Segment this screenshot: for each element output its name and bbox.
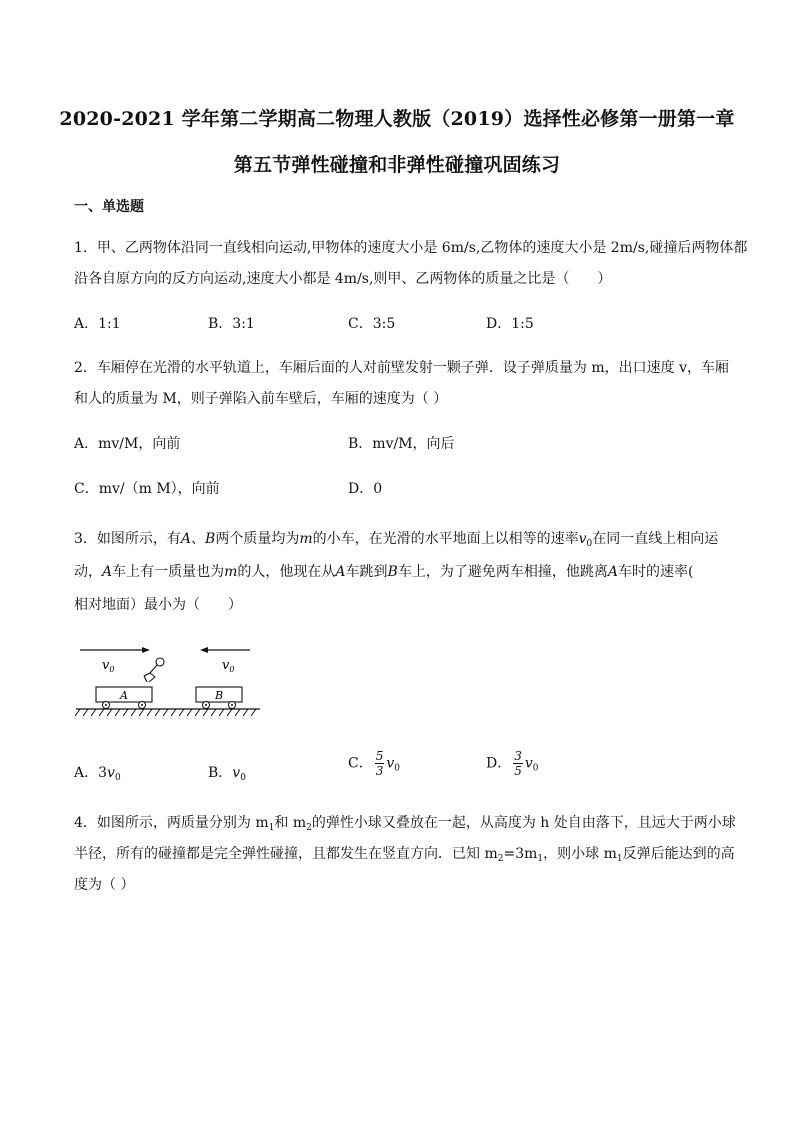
question-3-line-2: 动，A车上有一质量也为m的人，他现在从A车跳到B车上，为了避免两车相撞，他跳离A车时的速率( [74,564,694,580]
cart-a [96,687,152,709]
person-icon [144,658,164,682]
arrow-left-icon [200,647,250,653]
q1-option-c: C．3:5 [348,316,396,332]
v0-left-label: $v_0$ [102,658,115,674]
q3-option-a: A．$3v_0$ [74,765,121,783]
section-heading: 一、单选题 [74,199,144,215]
question-3-line-1: 3．如图所示，有A、B两个质量均为m的小车，在光滑的水平地面上以相等的速率$v_0$在同一直线上相向运 [74,531,719,549]
svg-text:B: B [215,689,224,702]
two-carts-diagram [70,642,270,722]
question-3-line-3: 相对地面）最小为（ ） [74,597,242,613]
question-2-line-1: 2．车厢停在光滑的水平轨道上，车厢后面的人对前壁发射一颗子弹．设子弹质量为 m，出口速度 v，车厢 [74,360,729,376]
ground-hatching [75,709,260,716]
v0-right-label: $v_0$ [222,658,235,674]
question-4-line-3: 度为（ ） [74,877,135,893]
question-4-line-1: 4．如图所示，两质量分别为 $m_1$和 $m_2$的弹性小球又叠放在一起，从高度为 h 处自由落下，且远大于两小球 [74,815,736,833]
q3-option-c: C． $\frac{5}{3}$ $v_0$ [348,749,401,778]
q1-option-b: B．3:1 [208,316,255,332]
q1-option-a: A．1:1 [74,316,121,332]
arrow-right-icon [80,647,150,653]
question-4-line-2: 半径，所有的碰撞都是完全弹性碰撞，且都发生在竖直方向．已知 $m_2=3m_1$，则小球 $m_1$反弹后能达到的高 [74,846,735,864]
q3-option-b: B．$v_0$ [208,765,246,783]
document-title-line-2: 第五节弹性碰撞和非弹性碰撞巩固练习 [233,154,561,176]
question-1-line-1: 1．甲、乙两物体沿同一直线相向运动,甲物体的速度大小是 6m/s,乙物体的速度大小是 2m/s,碰撞后两物体都 [74,240,748,256]
q2-option-a: A．mv/M，向前 [74,436,181,452]
q2-option-d: D．0 [348,481,383,497]
q1-option-d: D．1:5 [486,316,534,332]
q2-option-b: B．mv/M，向后 [348,436,455,452]
document-title-line-1: 2020-2021 学年第二学期高二物理人教版（2019）选择性必修第一册第一章 [59,108,735,130]
svg-text:A: A [120,689,128,702]
q3-option-d: D． $\frac{3}{5}$ $v_0$ [486,749,539,778]
q2-option-c: C．mv/（m M），向前 [74,481,220,497]
question-2-line-2: 和人的质量为 M，则子弹陷入前车壁后，车厢的速度为（ ） [74,391,448,407]
question-1-line-2: 沿各自原方向的反方向运动,速度大小都是 4m/s,则甲、乙两物体的质量之比是（ ） [74,271,612,287]
cart-b [196,687,242,709]
